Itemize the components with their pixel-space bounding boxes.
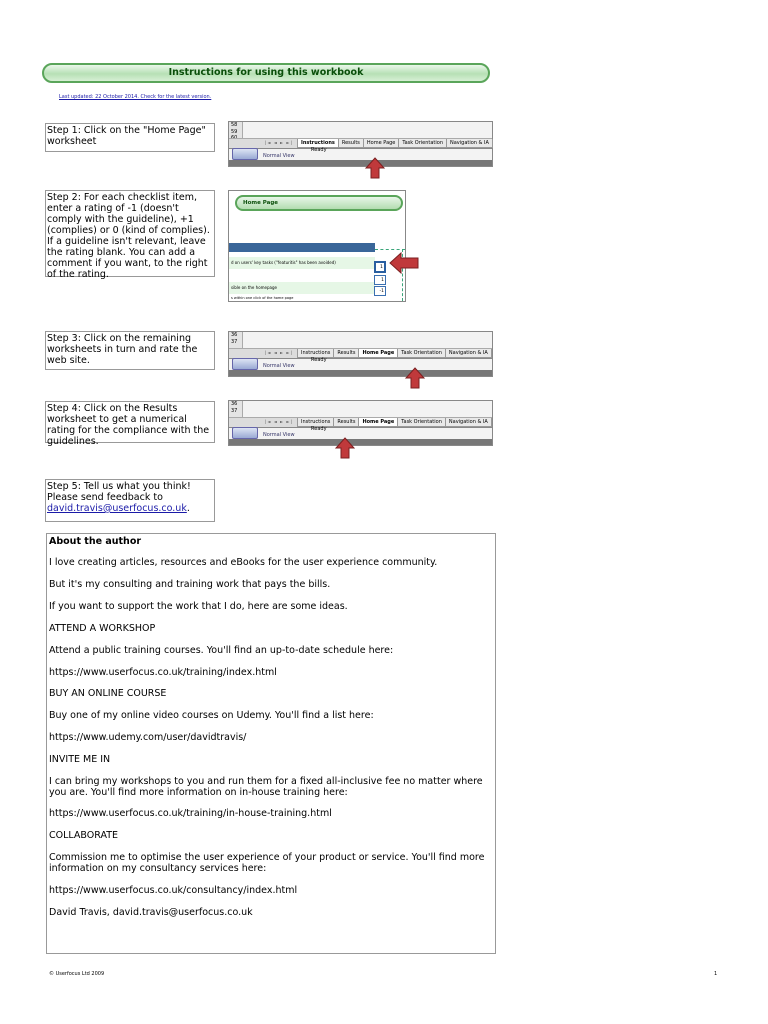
view-toggle-icon[interactable] [232, 427, 258, 439]
up-arrow-icon [365, 157, 385, 179]
step-4-box [45, 401, 215, 447]
row-number: 36 [231, 401, 238, 407]
step-3-box [45, 331, 215, 370]
sheet-nav-buttons[interactable]: |◄ ◄ ► ►| [265, 140, 293, 145]
tab-results[interactable]: Results [333, 349, 359, 358]
normal-view-label: Normal View [263, 432, 295, 438]
rating-cell[interactable]: 1 [374, 261, 386, 273]
step-5-period: . [186, 503, 190, 514]
about-paragraph: I love creating articles, resources and eBooks for the user experience community. [49, 557, 438, 568]
tab-home-page[interactable]: Home Page [358, 418, 398, 427]
tabbar-screenshot-step4 [228, 400, 493, 446]
about-paragraph: Commission me to optimise the user experience of your product or service. You'll find more information on my consultancy services here: [49, 852, 485, 874]
udemy-url[interactable]: https://www.udemy.com/user/davidtravis/ [49, 732, 247, 743]
row-number: 59 [231, 128, 238, 135]
tab-results[interactable]: Results [333, 418, 359, 427]
about-paragraph: But it's my consulting and training work that pays the bills. [49, 579, 331, 590]
step-4-text: Step 4: Click on the Results worksheet to get a numerical rating for the compliance with the guidelines. [47, 403, 210, 447]
row-number: 37 [231, 407, 238, 414]
step-5-box [45, 479, 215, 522]
about-paragraph: If you want to support the work that I do, here are some ideas. [49, 601, 348, 612]
bottom-bar [229, 160, 492, 166]
tabbar-screenshot-step1 [228, 121, 493, 167]
bottom-bar [229, 439, 492, 445]
consultancy-url[interactable]: https://www.userfocus.co.uk/consultancy/index.html [49, 885, 298, 896]
checklist-line: d on users' key tasks ("featuritis" has been avoided) [229, 257, 375, 269]
training-url[interactable]: https://www.userfocus.co.uk/training/index.html [49, 667, 277, 678]
rating-cell[interactable]: -1 [374, 286, 386, 296]
normal-view-label: Normal View [263, 363, 295, 369]
row-numbers [229, 122, 243, 138]
tab-instructions[interactable]: Instructions [297, 418, 334, 427]
row-number: 36 [231, 332, 238, 338]
view-toggle-icon[interactable] [232, 358, 258, 370]
header-bar [229, 243, 375, 252]
section-heading-invite: INVITE ME IN [49, 754, 111, 765]
tabbar-screenshot-step3 [228, 331, 493, 377]
row-number: 37 [231, 338, 238, 345]
step-5-text: Step 5: Tell us what you think! Please send feedback to [47, 481, 191, 503]
home-page-banner: Home Page [235, 195, 403, 211]
step-1-box [45, 123, 215, 152]
row-numbers [229, 332, 243, 348]
inhouse-url[interactable]: https://www.userfocus.co.uk/training/in-house-training.html [49, 808, 332, 819]
author-signature: David Travis, david.travis@userfocus.co.uk [49, 907, 253, 918]
left-arrow-icon [389, 252, 419, 274]
home-page-screenshot [228, 190, 406, 302]
step-2-text: Step 2: For each checklist item, enter a rating of -1 (doesn't comply with the guideline), +1 (complies) or 0 (kind of complies). If a guideline isn't relevant, leave the rating blank. You can add a comment if you want, to the right of the rating. [47, 192, 210, 280]
feedback-email-link[interactable]: david.travis@userfocus.co.uk [47, 503, 187, 514]
tab-task-orientation[interactable]: Task Orientation [397, 349, 446, 358]
tab-navigation-ia[interactable]: Navigation & IA [445, 349, 492, 358]
rating-cell[interactable]: 1 [374, 275, 386, 285]
about-title: About the author [49, 536, 142, 547]
tab-results[interactable]: Results [338, 139, 364, 148]
tab-navigation-ia[interactable]: Navigation & IA [445, 418, 492, 427]
tab-home-page[interactable]: Home Page [358, 349, 398, 358]
footer-page-number: 1 [714, 971, 718, 977]
about-author-box [46, 533, 496, 954]
row-numbers [229, 401, 243, 417]
tab-home-page[interactable]: Home Page [363, 139, 399, 148]
tab-task-orientation[interactable]: Task Orientation [397, 418, 446, 427]
up-arrow-icon [335, 437, 355, 459]
status-ready: Ready [311, 426, 327, 432]
last-updated-link[interactable]: Last updated: 22 October 2014. Check for the latest version. [59, 94, 212, 100]
step-1-text: Step 1: Click on the "Home Page" worksheet [47, 125, 206, 147]
up-arrow-icon [405, 367, 425, 389]
section-heading-collaborate: COLLABORATE [49, 830, 119, 841]
tab-instructions[interactable]: Instructions [297, 139, 339, 148]
workbook-title-banner: Instructions for using this workbook [42, 63, 490, 83]
status-ready: Ready [311, 357, 327, 363]
row-number: 58 [231, 122, 238, 128]
about-paragraph: Attend a public training courses. You'll find an up-to-date schedule here: [49, 645, 394, 656]
about-paragraph: I can bring my workshops to you and run them for a fixed all-inclusive fee no matter where you are. You'll find more information on in-house training here: [49, 776, 483, 798]
status-ready: Ready [311, 147, 327, 153]
step-3-text: Step 3: Click on the remaining worksheets in turn and rate the web site. [47, 333, 198, 366]
tab-navigation-ia[interactable]: Navigation & IA [446, 139, 493, 148]
sheet-nav-buttons[interactable]: |◄ ◄ ► ►| [265, 419, 293, 424]
checklist-line: s within one click of the home page [231, 296, 294, 300]
section-heading-workshop: ATTEND A WORKSHOP [49, 623, 156, 634]
section-heading-course: BUY AN ONLINE COURSE [49, 688, 167, 699]
checklist-line: sible on the homepage [229, 282, 375, 294]
about-paragraph: Buy one of my online video courses on Udemy. You'll find a list here: [49, 710, 374, 721]
sheet-nav-buttons[interactable]: |◄ ◄ ► ►| [265, 350, 293, 355]
tab-task-orientation[interactable]: Task Orientation [398, 139, 447, 148]
tab-instructions[interactable]: Instructions [297, 349, 334, 358]
step-2-box [45, 190, 215, 280]
view-toggle-icon[interactable] [232, 148, 258, 160]
normal-view-label: Normal View [263, 153, 295, 159]
footer-copyright: © Userfocus Ltd 2009 [49, 971, 105, 977]
bottom-bar [229, 370, 492, 376]
